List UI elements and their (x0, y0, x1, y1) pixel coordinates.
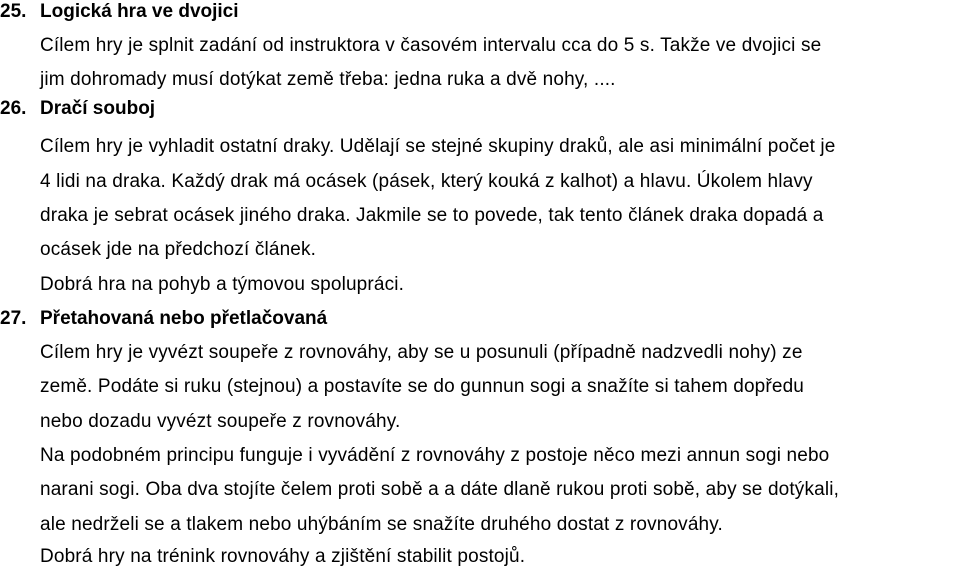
section-number: 27. (0, 308, 27, 329)
paragraph-line: země. Podáte si ruku (stejnou) a postavíte se do gunnun sogi a snažíte si tahem dopředu (40, 376, 805, 397)
paragraph-line: jim dohromady musí dotýkat země třeba: jedna ruka a dvě nohy, .... (40, 69, 616, 90)
paragraph-line: Cílem hry je splnit zadání od instruktora v časovém intervalu cca do 5 s. Takže ve dvojici se (40, 35, 822, 56)
section-title: Přetahovaná nebo přetlačovaná (40, 308, 328, 329)
paragraph-line: 4 lidi na draka. Každý drak má ocásek (pásek, který kouká z kalhot) a hlavu. Úkolem hlavy (40, 171, 813, 192)
paragraph-line: Dobrá hry na trénink rovnováhy a zjištění stabilit postojů. (40, 546, 526, 567)
paragraph-line: Cílem hry je vyvézt soupeře z rovnováhy, aby se u posunuli (případně nadzvedli nohy) ze (40, 342, 803, 363)
paragraph-line: nebo dozadu vyvézt soupeře z rovnováhy. (40, 411, 401, 432)
paragraph-line: ale nedrželi se a tlakem nebo uhýbáním se snažíte druhého dostat z rovnováhy. (40, 514, 723, 535)
section-title: Dračí souboj (40, 98, 156, 119)
section-number: 25. (0, 1, 27, 22)
section-heading-25 (0, 0, 239, 24)
section-number: 26. (0, 98, 27, 119)
paragraph-line: ocásek jde na předchozí článek. (40, 239, 317, 260)
paragraph-line: Cílem hry je vyhladit ostatní draky. Udělají se stejné skupiny draků, ale asi minimální počet je (40, 136, 836, 157)
paragraph-line: Dobrá hra na pohyb a týmovou spolupráci. (40, 274, 405, 295)
paragraph-line: narani sogi. Oba dva stojíte čelem proti sobě a a dáte dlaně rukou proti sobě, aby se dotýkali, (40, 479, 839, 500)
section-heading-27 (0, 307, 327, 331)
section-title: Logická hra ve dvojici (40, 1, 239, 22)
paragraph-line: draka je sebrat ocásek jiného draka. Jakmile se to povede, tak tento článek draka dopadá a (40, 205, 824, 226)
section-heading-26 (0, 97, 155, 121)
paragraph-line: Na podobném principu funguje i vyvádění z rovnováhy z postoje něco mezi annun sogi nebo (40, 445, 830, 466)
